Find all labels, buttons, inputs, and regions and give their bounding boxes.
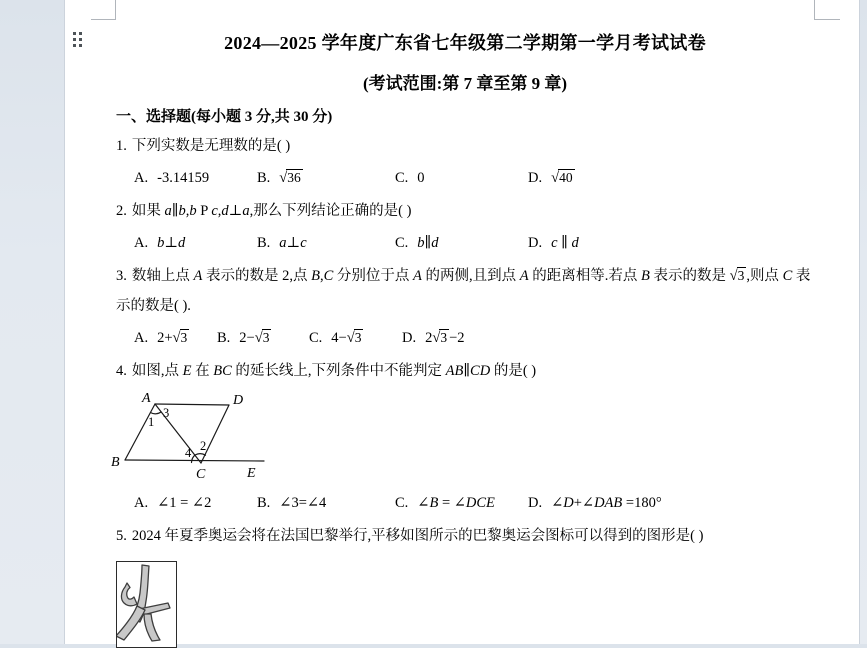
sqrt-expression: [347, 330, 364, 346]
text-run: 在: [191, 363, 214, 379]
figure-angle-2: 2: [200, 439, 207, 453]
radical-sign-icon: √: [172, 330, 180, 346]
question-number: 1.: [116, 138, 127, 154]
option: [528, 228, 814, 258]
document-page[interactable]: [64, 0, 860, 644]
text-run: -3.14159: [157, 170, 210, 186]
question-number: 3.: [116, 268, 127, 284]
option-label: D.: [528, 170, 543, 186]
crop-mark-top-right: [814, 19, 840, 20]
text-run: 的是( ): [490, 363, 537, 379]
option: [395, 163, 528, 193]
sqrt-expression: [432, 330, 449, 346]
drag-handle-icon[interactable]: [73, 32, 83, 49]
question-stem: [116, 521, 814, 551]
option-label: D.: [528, 235, 543, 251]
question-stem: [116, 131, 814, 161]
option: [134, 323, 217, 353]
text-run: −2: [449, 330, 465, 346]
option-label: C.: [395, 235, 409, 251]
text-run: B: [311, 268, 320, 284]
section-heading: 一、选择题(每小题 3 分,共 30 分): [116, 109, 333, 125]
text-run: 如果: [131, 203, 165, 219]
text-run: BC: [213, 363, 232, 379]
paris-olympics-logo-box: [116, 561, 177, 648]
radical-sign-icon: √: [279, 170, 287, 186]
option-label: C.: [395, 495, 409, 511]
text-run: E: [182, 363, 192, 379]
option-label: D.: [402, 330, 417, 346]
figure-label-E: E: [247, 466, 256, 481]
radical-sign-icon: √: [432, 330, 440, 346]
text-run: 年夏季奥运会将在法国巴黎举行,平移如图所示的巴黎奥运会图标可以得到的图形是( ): [164, 528, 704, 544]
options-row: [116, 163, 814, 193]
text-run: DAB: [594, 495, 623, 511]
text-run: 数轴上点: [131, 268, 194, 284]
crop-mark-top-left: [91, 19, 116, 20]
text-run: C: [323, 268, 334, 284]
question-stem: [116, 196, 814, 226]
radicand: 3: [440, 330, 448, 345]
option: [528, 488, 814, 518]
option: [395, 488, 528, 518]
text-run: 4−: [331, 330, 347, 346]
document-body: [111, 0, 814, 648]
text-run: c: [211, 203, 218, 219]
text-run: ∠: [551, 495, 564, 511]
right-margin-area: [860, 0, 867, 644]
text-run: b: [157, 235, 165, 251]
text-run: A: [519, 268, 529, 284]
radicand: 3: [262, 330, 270, 345]
text-run: 2−: [239, 330, 255, 346]
sqrt-expression: [551, 170, 574, 186]
text-run: C: [782, 268, 793, 284]
text-run: A: [193, 268, 203, 284]
radical-sign-icon: √: [254, 330, 262, 346]
text-run: 如图,点: [131, 363, 183, 379]
radicand: 36: [287, 170, 301, 185]
question-stem: [116, 356, 814, 386]
text-run: = ∠: [438, 495, 466, 511]
radicand: 3: [180, 330, 188, 345]
text-run: 分别位于点: [333, 268, 414, 284]
sqrt-expression: [730, 268, 747, 284]
text-run: ,点: [289, 268, 312, 284]
sqrt-expression: [173, 330, 190, 346]
figure-label-B: B: [111, 455, 120, 470]
radicand: 40: [559, 170, 573, 185]
text-run: ∠1 = ∠2: [157, 495, 212, 511]
text-run: 下列实数是无理数的是( ): [131, 138, 291, 154]
option: [134, 163, 257, 193]
text-run: D: [563, 495, 574, 511]
paris-olympics-logo: [117, 562, 174, 646]
text-run: 的两侧,且到点: [421, 268, 520, 284]
q4-geometry-figure: [108, 388, 278, 484]
option: [395, 228, 528, 258]
figure-label-D: D: [233, 393, 244, 408]
option: [257, 163, 395, 193]
radicand: 3: [737, 268, 745, 283]
question-3: [116, 261, 814, 353]
option-label: D.: [528, 495, 543, 511]
text-run: 2+: [157, 330, 173, 346]
text-run: B: [640, 268, 650, 284]
text-run: =180°: [622, 495, 662, 511]
text-run: a: [279, 235, 287, 251]
option-label: B.: [257, 495, 271, 511]
radical-sign-icon: √: [551, 170, 559, 186]
question-4: [111, 356, 814, 518]
text-run: ,: [185, 203, 190, 219]
question-number: 4.: [116, 363, 127, 379]
sqrt-expression: [279, 170, 302, 186]
text-run: ,那么下列结论正确的是( ): [249, 203, 412, 219]
option-label: A.: [134, 495, 149, 511]
exam-title: 2024—2025 学年度广东省七年级第二学期第一学月考试试卷: [224, 33, 706, 53]
text-run: +∠: [573, 495, 595, 511]
text-run: 的距离相等.若点: [528, 268, 641, 284]
text-run: ⊥: [164, 235, 178, 251]
figure-label-A: A: [142, 391, 151, 406]
text-run: d: [178, 235, 186, 251]
text-run: a∥b: [164, 203, 186, 219]
text-run: A: [413, 268, 422, 284]
text-run: b∥d: [417, 235, 439, 251]
question-number: 2.: [116, 203, 127, 219]
option-label: A.: [134, 170, 149, 186]
option: [257, 488, 395, 518]
text-run: ,: [217, 203, 222, 219]
option-label: B.: [217, 330, 231, 346]
option: [309, 323, 402, 353]
text-run: ∠: [417, 495, 430, 511]
crop-mark-top-right: [814, 0, 815, 20]
text-run: d: [221, 203, 229, 219]
question-number: 5.: [116, 528, 127, 544]
option: [134, 228, 257, 258]
radical-sign-icon: √: [346, 330, 354, 346]
figure-angle-1: 1: [148, 415, 155, 429]
text-run: ⊥: [286, 235, 301, 251]
options-row: [116, 488, 814, 518]
option-label: C.: [309, 330, 323, 346]
text-run: ,: [319, 268, 324, 284]
option: [528, 163, 814, 193]
option: [134, 488, 257, 518]
questions: [111, 131, 814, 648]
text-run: 表示的数是( ).: [116, 268, 811, 314]
text-run: P: [196, 203, 212, 219]
text-run: c: [300, 235, 307, 251]
text-run: b: [189, 203, 197, 219]
option-label: B.: [257, 170, 271, 186]
text-run: 0: [417, 170, 425, 186]
text-run: ⊥: [228, 203, 243, 219]
text-run: a: [242, 203, 250, 219]
radicand: 3: [354, 330, 362, 345]
text-run: 表示的数是: [649, 268, 730, 284]
figure-angle-3: 3: [163, 406, 170, 420]
text-run: 的延长线上,下列条件中不能判定: [231, 363, 446, 379]
option-label: A.: [134, 235, 149, 251]
question-1: [116, 131, 814, 193]
figure-angle-4: 4: [185, 446, 192, 460]
left-margin-area: [0, 0, 64, 644]
question-stem: [116, 261, 814, 321]
text-run: DCE: [465, 495, 495, 511]
text-run: 2024: [131, 528, 165, 544]
figure-label-C: C: [196, 467, 206, 482]
option-label: A.: [134, 330, 149, 346]
option: [257, 228, 395, 258]
text-run: ,则点: [746, 268, 783, 284]
radical-sign-icon: √: [729, 268, 737, 284]
options-row: [116, 228, 814, 258]
option-label: B.: [257, 235, 271, 251]
text-run: c ∥ d: [551, 235, 579, 251]
exam-scope-subtitle: (考试范围:第 7 章至第 9 章): [363, 74, 567, 93]
text-run: 2: [425, 330, 433, 346]
option-label: C.: [395, 170, 409, 186]
text-run: B: [429, 495, 439, 511]
text-run: 2: [282, 268, 290, 284]
text-run: ∠3=∠4: [279, 495, 327, 511]
option: [402, 323, 814, 353]
option: [217, 323, 309, 353]
options-row: [116, 323, 814, 353]
text-run: AB∥CD: [445, 363, 491, 379]
text-run: 表示的数是: [202, 268, 283, 284]
question-5: [116, 521, 814, 648]
sqrt-expression: [255, 330, 272, 346]
question-2: [116, 196, 814, 258]
